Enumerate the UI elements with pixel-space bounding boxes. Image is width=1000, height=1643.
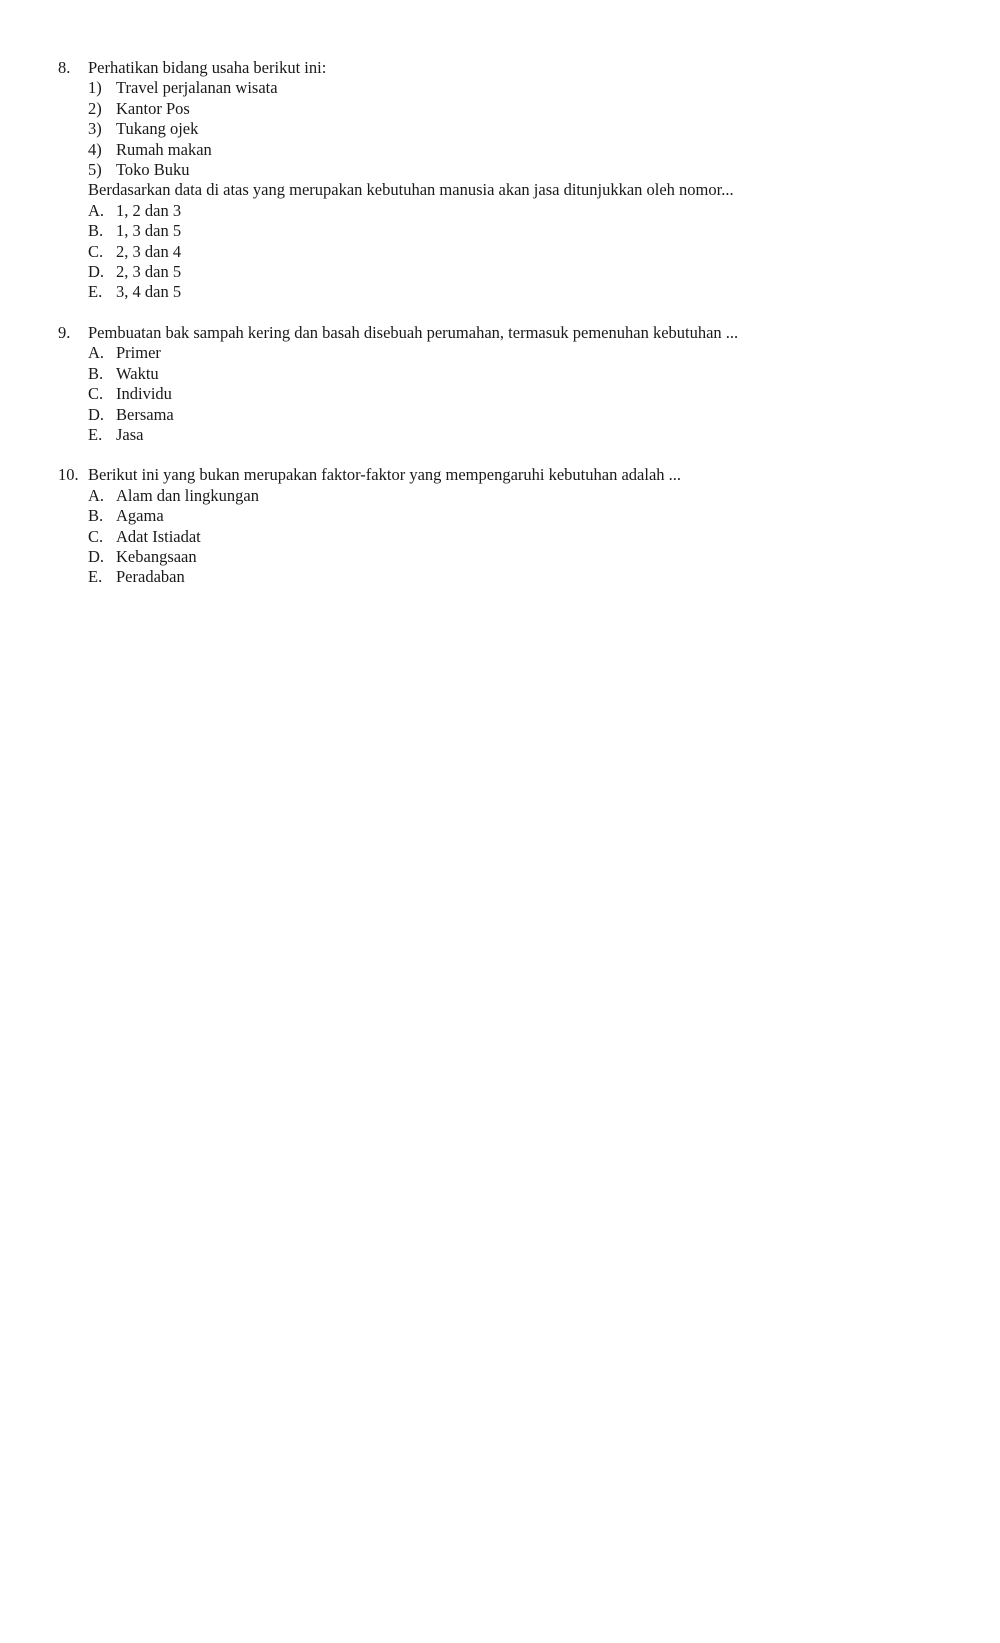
option-letter: A. [88, 343, 105, 363]
question-8-followup: Berdasarkan data di atas yang merupakan kebutuhan manusia akan jasa ditunjukkan oleh nomor... [88, 180, 734, 200]
option-text: Jasa [116, 424, 144, 444]
option-letter: D. [88, 546, 105, 566]
answer-option [88, 547, 958, 567]
item-mark: 5) [88, 160, 102, 180]
answer-option [88, 527, 958, 547]
answer-option [88, 405, 958, 425]
question-8-header [58, 58, 958, 78]
document-page [58, 58, 958, 608]
option-text: 1, 2 dan 3 [116, 200, 182, 220]
option-text: Peradaban [116, 567, 185, 587]
option-letter: C. [88, 526, 104, 546]
option-letter: B. [88, 363, 104, 383]
question-8 [58, 58, 958, 303]
question-10 [58, 465, 958, 587]
item-mark: 3) [88, 119, 102, 139]
option-letter: A. [88, 200, 105, 220]
option-text: 1, 3 dan 5 [116, 221, 182, 241]
option-letter: A. [88, 485, 105, 505]
question-10-options [58, 486, 958, 588]
item-mark: 4) [88, 139, 102, 159]
list-item [88, 119, 958, 139]
option-text: Individu [116, 384, 172, 404]
item-text: Toko Buku [116, 160, 190, 180]
answer-option [88, 282, 958, 302]
answer-option [88, 384, 958, 404]
option-text: 3, 4 dan 5 [116, 282, 182, 302]
question-8-options [58, 201, 958, 303]
option-letter: C. [88, 241, 104, 261]
question-9 [58, 323, 958, 445]
question-9-options [58, 343, 958, 445]
list-item [88, 99, 958, 119]
answer-option [88, 221, 958, 241]
option-text: 2, 3 dan 4 [116, 241, 182, 261]
list-item [88, 78, 958, 98]
option-letter: D. [88, 262, 105, 282]
item-mark: 1) [88, 78, 102, 98]
question-number: 10. [58, 465, 79, 485]
question-number: 9. [58, 322, 71, 342]
option-letter: D. [88, 404, 105, 424]
question-number: 8. [58, 58, 71, 77]
question-text: Perhatikan bidang usaha berikut ini: [88, 58, 327, 77]
option-text: Waktu [116, 363, 159, 383]
question-10-header [58, 465, 958, 485]
option-text: Bersama [116, 404, 174, 424]
list-item [88, 140, 958, 160]
option-text: Alam dan lingkungan [116, 485, 259, 505]
list-item [88, 160, 958, 180]
option-letter: C. [88, 384, 104, 404]
option-letter: E. [88, 424, 103, 444]
answer-option [88, 425, 958, 445]
question-8-items [58, 78, 958, 180]
answer-option [88, 567, 958, 587]
answer-option [88, 242, 958, 262]
option-text: Agama [116, 506, 164, 526]
item-text: Travel perjalanan wisata [116, 78, 278, 98]
answer-option [88, 262, 958, 282]
question-9-header [58, 323, 958, 343]
option-letter: B. [88, 221, 104, 241]
option-letter: E. [88, 282, 103, 302]
question-text: Pembuatan bak sampah kering dan basah disebuah perumahan, termasuk pemenuhan kebutuhan ... [88, 322, 739, 342]
answer-option [88, 201, 958, 221]
option-text: Primer [116, 343, 161, 363]
option-text: Kebangsaan [116, 546, 197, 566]
item-text: Rumah makan [116, 139, 212, 159]
option-text: 2, 3 dan 5 [116, 262, 182, 282]
answer-option [88, 364, 958, 384]
item-text: Tukang ojek [116, 119, 199, 139]
option-text: Adat Istiadat [116, 526, 201, 546]
answer-option [88, 486, 958, 506]
item-text: Kantor Pos [116, 98, 190, 118]
option-letter: B. [88, 506, 104, 526]
question-text: Berikut ini yang bukan merupakan faktor-faktor yang mempengaruhi kebutuhan adalah ... [88, 465, 682, 485]
answer-option [88, 343, 958, 363]
option-letter: E. [88, 567, 103, 587]
answer-option [88, 506, 958, 526]
item-mark: 2) [88, 98, 102, 118]
